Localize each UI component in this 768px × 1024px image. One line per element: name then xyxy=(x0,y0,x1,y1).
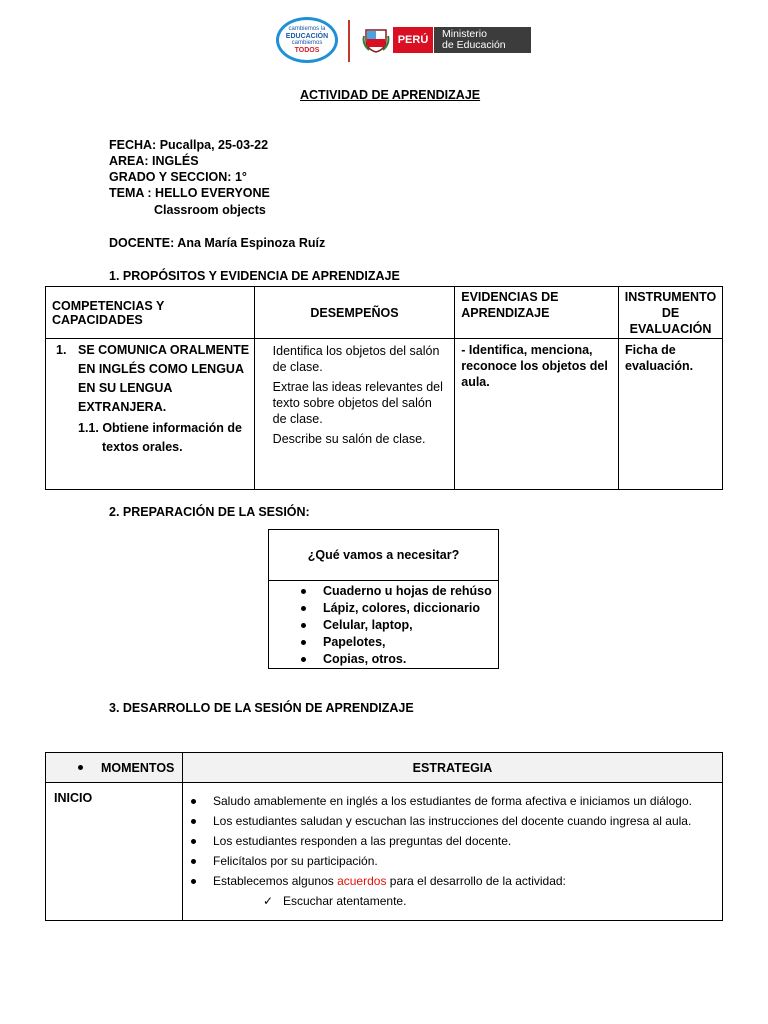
bullet-icon xyxy=(301,657,306,662)
check-text: Escuchar atentamente. xyxy=(283,894,407,908)
competencia-line: EN SU LENGUA xyxy=(78,381,173,395)
capacidad-line: textos orales. xyxy=(102,440,183,454)
bullet-icon xyxy=(301,589,306,594)
materiales-list xyxy=(269,581,499,669)
material-item xyxy=(269,600,498,617)
tema-sub: Classroom objects xyxy=(154,203,266,217)
peru-shield-icon xyxy=(362,26,390,54)
estrategia-text: Los estudiantes responden a las preguntas del docente. xyxy=(213,834,512,848)
materiales-title: ¿Qué vamos a necesitar? xyxy=(269,530,499,581)
header-evidencias: EVIDENCIAS DE APRENDIZAJE xyxy=(455,287,619,339)
evidencias-cell: - Identifica, menciona, reconoce los objetos del aula. xyxy=(455,339,619,490)
logo-text-1: cambiemos la xyxy=(288,26,326,32)
material-text: Copias, otros. xyxy=(323,652,407,666)
material-text: Celular, laptop, xyxy=(323,618,413,632)
estrategia-item xyxy=(183,831,722,851)
propositos-table xyxy=(45,286,723,490)
estrategia-item xyxy=(183,791,722,811)
estrategia-text: Los estudiantes saludan y escuchan las instrucciones del docente cuando ingresa al aula. xyxy=(213,814,692,828)
header-desempenos: DESEMPEÑOS xyxy=(254,287,455,339)
estrategia-item xyxy=(183,871,722,891)
logo-divider xyxy=(348,20,350,62)
check-item xyxy=(183,891,722,911)
acuerdos-word: acuerdos xyxy=(337,874,387,888)
capacidad-line: 1.1. Obtiene información de xyxy=(78,421,242,435)
desempeno-item: Describe su salón de clase. xyxy=(272,432,426,446)
education-logo xyxy=(276,17,338,63)
material-item xyxy=(269,617,498,634)
header-instrumento: INSTRUMENTO DE EVALUACIÓN xyxy=(619,287,723,339)
competencia-number: 1. xyxy=(56,343,67,357)
logo-text-3: cambiemos xyxy=(291,40,323,46)
checkmark-icon: ✓ xyxy=(263,894,274,908)
competencia-cell xyxy=(46,339,255,490)
competencia-line: EN INGLÉS COMO LENGUA xyxy=(78,362,244,376)
header-competencias: COMPETENCIAS Y CAPACIDADES xyxy=(46,287,255,339)
desempeno-item: Extrae las ideas relevantes del texto sobre objetos del salón de clase. xyxy=(272,380,443,426)
bullet-icon xyxy=(191,799,196,804)
competencia-line: EXTRANJERA. xyxy=(78,400,167,414)
ministerio-line-2: de Educación xyxy=(442,39,506,51)
section1-heading: 1. PROPÓSITOS Y EVIDENCIA DE APRENDIZAJE xyxy=(109,269,400,283)
acuerdos-pre: Establecemos algunos xyxy=(213,874,338,888)
bullet-icon xyxy=(191,879,196,884)
ministerio-label xyxy=(434,27,531,53)
material-item xyxy=(269,583,498,600)
estrategia-cell xyxy=(183,783,723,921)
materiales-table xyxy=(268,529,499,669)
logo-text-4: TODOS xyxy=(294,47,320,54)
section2-heading: 2. PREPARACIÓN DE LA SESIÓN: xyxy=(109,505,310,519)
competencia-line: SE COMUNICA ORALMENTE xyxy=(78,343,250,357)
section3-heading: 3. DESARROLLO DE LA SESIÓN DE APRENDIZAJE xyxy=(109,701,414,715)
instrumento-cell: Ficha de evaluación. xyxy=(619,339,723,490)
tema: TEMA : HELLO EVERYONE xyxy=(109,186,270,200)
document-title: ACTIVIDAD DE APRENDIZAJE xyxy=(300,88,481,102)
desarrollo-table xyxy=(45,752,723,921)
material-text: Lápiz, colores, diccionario xyxy=(323,601,480,615)
bullet-icon xyxy=(78,765,83,770)
bullet-icon xyxy=(301,640,306,645)
docente: DOCENTE: Ana María Espinoza Ruíz xyxy=(109,236,326,250)
momentos-label: MOMENTOS xyxy=(101,760,175,775)
grado-seccion: GRADO Y SECCION: 1° xyxy=(109,170,247,184)
desempeno-item: Identifica los objetos del salón de clase. xyxy=(272,344,440,374)
estrategia-text: Felicítalos por su participación. xyxy=(213,854,378,868)
header-momentos xyxy=(46,753,183,783)
bullet-icon xyxy=(301,606,306,611)
bullet-icon xyxy=(191,839,196,844)
material-item xyxy=(269,634,498,651)
material-text: Papelotes, xyxy=(323,635,386,649)
area: AREA: INGLÉS xyxy=(109,154,199,168)
bullet-icon xyxy=(191,819,196,824)
acuerdos-post: para el desarrollo de la actividad: xyxy=(386,874,566,888)
estrategia-item xyxy=(183,811,722,831)
material-item xyxy=(269,651,498,668)
header-estrategia: ESTRATEGIA xyxy=(183,753,723,783)
estrategia-text: Saludo amablemente en inglés a los estudiantes de forma afectiva e iniciamos un diálogo. xyxy=(213,794,692,808)
estrategia-item xyxy=(183,851,722,871)
material-text: Cuaderno u hojas de rehúso xyxy=(323,584,492,598)
bullet-icon xyxy=(191,859,196,864)
fecha: FECHA: Pucallpa, 25-03-22 xyxy=(109,138,269,152)
momento-inicio: INICIO xyxy=(46,783,183,921)
logo-text-2: EDUCACIÓN xyxy=(285,33,329,40)
bullet-icon xyxy=(301,623,306,628)
ministerio-line-1: Ministerio xyxy=(442,28,487,40)
desempenos-cell xyxy=(254,339,455,490)
peru-label: PERÚ xyxy=(393,27,433,53)
